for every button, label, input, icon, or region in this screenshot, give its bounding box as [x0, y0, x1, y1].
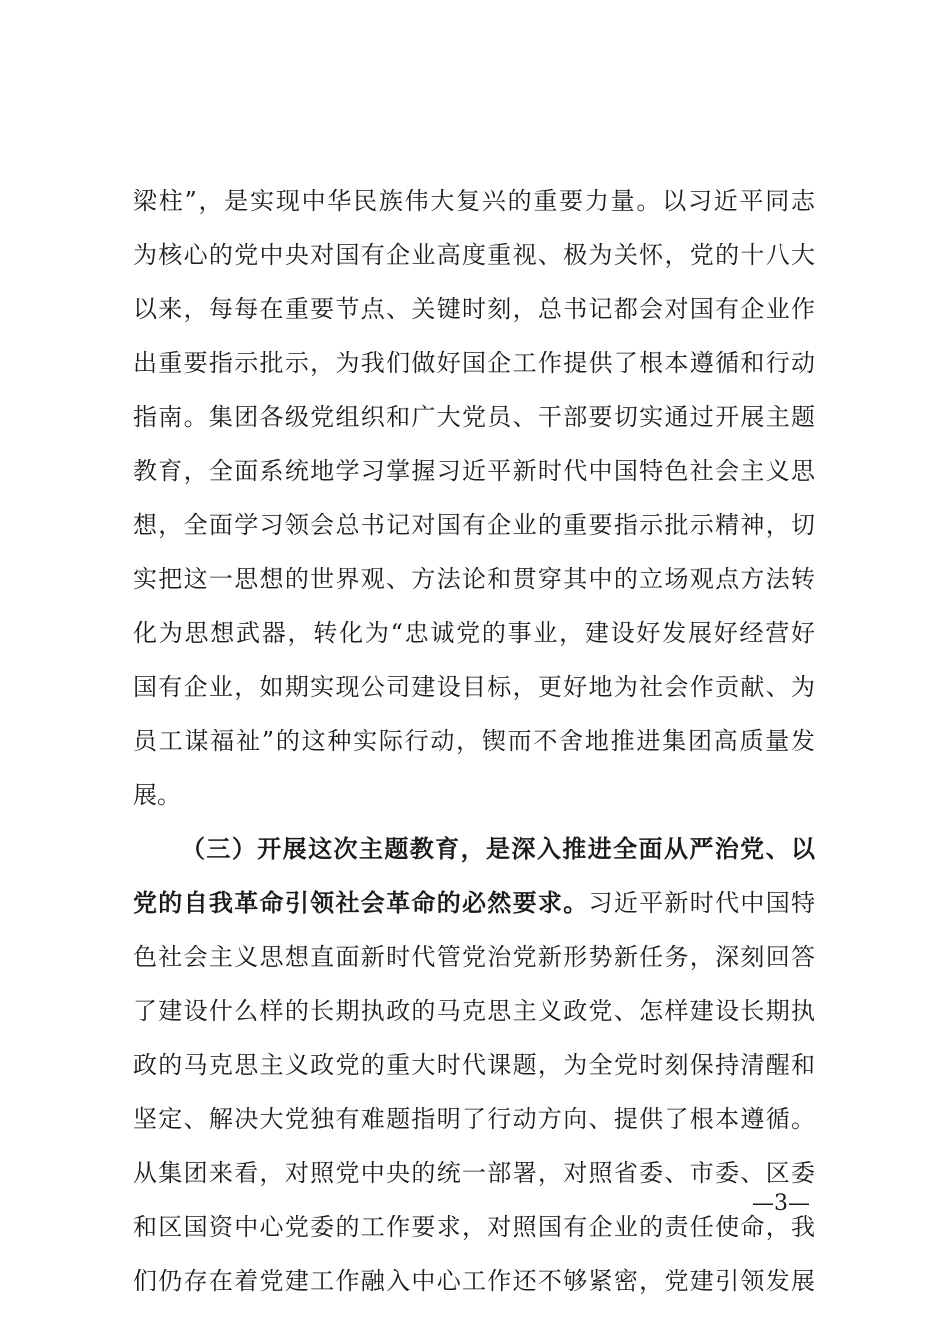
body-text-line: 以来，每每在重要节点、关键时刻，总书记都会对国有企业作	[133, 295, 815, 323]
body-text-line: 从集团来看，对照党中央的统一部署，对照省委、市委、区委	[133, 1159, 815, 1187]
body-text-fragment: 习近平新时代中国特	[588, 889, 816, 917]
body-text-line: 实把这一思想的世界观、方法论和贯穿其中的立场观点方法转	[133, 565, 815, 593]
body-text-line: 们仍存在着党建工作融入中心工作还不够紧密，党建引领发展	[133, 1267, 815, 1295]
body-text-line: 了建设什么样的长期执政的马克思主义政党、怎样建设长期执	[133, 997, 815, 1025]
body-text-line: 梁柱”，是实现中华民族伟大复兴的重要力量。以习近平同志	[133, 187, 815, 215]
body-text-line: 想，全面学习领会总书记对国有企业的重要指示批示精神，切	[133, 511, 815, 539]
body-text-line: 展。	[133, 781, 181, 809]
section-heading-line: （三）开展这次主题教育，是深入推进全面从严治党、以	[181, 834, 815, 863]
body-text-line: 色社会主义思想直面新时代管党治党新形势新任务，深刻回答	[133, 943, 815, 971]
section-heading-end: 党的自我革命引领社会革命的必然要求。	[133, 888, 589, 917]
page-number: —3—	[752, 1191, 810, 1216]
body-text-line: 为核心的党中央对国有企业高度重视、极为关怀，党的十八大	[133, 241, 815, 269]
body-text-line: 出重要指示批示，为我们做好国企工作提供了根本遵循和行动	[133, 349, 815, 377]
body-text-line: 化为思想武器，转化为“忠诚党的事业，建设好发展好经营好	[133, 619, 815, 647]
body-text-line: 和区国资中心党委的工作要求，对照国有企业的责任使命，我	[133, 1213, 815, 1241]
body-text-line: 教育，全面系统地学习掌握习近平新时代中国特色社会主义思	[133, 457, 815, 485]
body-text-line: 坚定、解决大党独有难题指明了行动方向、提供了根本遵循。	[133, 1105, 815, 1133]
body-text-line: 指南。集团各级党组织和广大党员、干部要切实通过开展主题	[133, 403, 815, 431]
section-heading-continuation	[133, 883, 815, 923]
body-text-line: 政的马克思主义政党的重大时代课题，为全党时刻保持清醒和	[133, 1051, 815, 1079]
body-text-line: 国有企业，如期实现公司建设目标，更好地为社会作贡献、为	[133, 673, 815, 701]
body-text-line: 员工谋福祉”的这种实际行动，锲而不舍地推进集团高质量发	[133, 727, 815, 755]
